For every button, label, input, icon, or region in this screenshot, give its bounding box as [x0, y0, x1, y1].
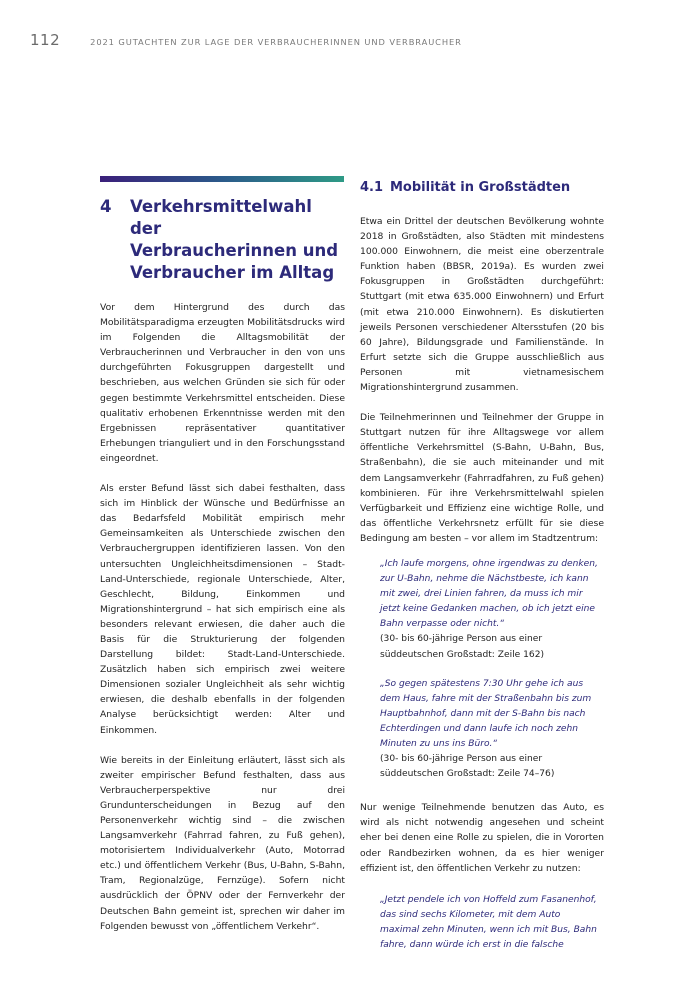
body-paragraph: Die Teilnehmerinnen und Teilnehmer der Gruppe in Stuttgart nutzen für ihre Alltagswege vor allem öffentliche Verkehrsmittel (S-Bahn, U-Bahn, Bus, Straßenbahn), die sie auch miteinander und mit dem Langsamverkehr (Fahrradfahren, zu Fuß gehen) kombinieren. Für ihre Verkehrsmittelwahl spielen Verfügbarkeit und Effizienz eine wichtige Rolle, und das öffentliche Verkehrsnetz erfüllt für sie diese Bedingung am besten – vor allem im Stadtzentrum: — [360, 412, 604, 544]
quote-text — [380, 677, 604, 752]
chapter-accent-bar — [100, 176, 344, 182]
chapter-title-line: Verbraucherinnen und — [130, 241, 339, 260]
section-number: 4.1 — [360, 180, 384, 195]
quote-source — [380, 752, 604, 782]
body-paragraph: Nur wenige Teilnehmende benutzen das Auto, es wird als nicht notwendig angesehen und scheint eher bei denen eine Rolle zu spielen, die in Vororten oder Randbezirken wohnen, da es hier weniger effizient ist, den öffentlichen Verkehr zu nutzen: — [360, 802, 604, 874]
interview-quote — [380, 893, 604, 953]
section-heading — [360, 179, 604, 197]
running-head: 2021 GUTACHTEN ZUR LAGE DER VERBRAUCHERINNEN UND VERBRAUCHER — [90, 37, 462, 47]
quote-line: „So gegen spätestens 7:30 Uhr gehe ich aus — [380, 678, 584, 689]
quote-line: jetzt keine Gedanken machen, ob ich jetzt eine — [380, 604, 595, 615]
page-number: 112 — [30, 31, 61, 49]
quote-text — [380, 893, 604, 953]
right-column — [360, 176, 604, 953]
quote-line: maximal zehn Minuten, wenn ich mit Bus, Bahn — [380, 924, 597, 935]
quote-line: „Jetzt pendele ich von Hoffeld zum Fasanenhof, — [380, 894, 597, 905]
quote-line: mit zwei, drei Linien fahren, da muss ich mir — [380, 589, 583, 600]
body-paragraph: Vor dem Hintergrund des durch das Mobilitätsparadigma erzeugten Mobilitätsdrucks wird im Folgenden die Alltagsmobilität der Verbraucherinnen und Verbraucher in den von uns durchgeführten Fokusgruppen dargestellt und beschrieben, aus welchen Gründen sie sich für oder gegen bestimmte Verkehrsmittel entscheiden. Diese qualitativ erhobenen Erkenntnisse werden mit den Ergebnissen repräsentativer quantitativer Erhebungen trianguliert und in den Forschungsstand eingeordnet. — [100, 302, 345, 464]
body-paragraph: Wie bereits in der Einleitung erläutert, lässt sich als zweiter empirischer Befund festhalten, dass aus Verbraucherperspektive nur drei Grundunterscheidungen in Bezug auf den Personenverkehr wichtig sind – die zwischen Langsamverkehr (Fahrrad fahren, zu Fuß gehen), motorisiertem Individualverkehr (Auto, Motorrad etc.) und öffentlichem Verkehr (Bus, U-Bahn, S-Bahn, Tram, Regionalzüge, Fernzüge). Sofern nicht ausdrücklich der ÖPNV oder der Fernverkehr der Deutschen Bahn gemeint ist, sprechen wir daher im Folgenden bewusst von „öffentlichem Verkehr“. — [100, 754, 345, 932]
quote-line: Hauptbahnhof, dann mit der S-Bahn bis nach — [380, 708, 586, 719]
quote-source-line: süddeutschen Großstadt: Zeile 162) — [380, 649, 545, 660]
quote-line: „Ich laufe morgens, ohne irgendwas zu denken, — [380, 558, 598, 569]
body-paragraph: Als erster Befund lässt sich dabei festhalten, dass sich im Hinblick der Wünsche und Bedürfnisse an das Bedarfsfeld Mobilität empirisch mehr Gemeinsamkeiten als Unterschiede zwischen den Verbrauchergruppen identifizieren lassen. Von den untersuchten Ungleichheitsdimensionen – Stadt-Land-Unterschiede, regionale Unterschiede, Alter, Geschlecht, Bildung, Einkommen und Migrationshintergrund – hat sich empirisch eine als besonders relevant erwiesen, die daher auch die Basis für die Strukturierung der folgenden Darstellung bildet: Stadt-Land-Unterschiede. Zusätzlich haben sich empirisch zwei weitere Dimensionen sozialer Ungleichheit als sehr wichtig erwiesen, die deshalb ebenfalls in der folgenden Analyse berücksichtigt werden: Alter und Einkommen. — [100, 483, 345, 736]
quote-line: Minuten zu uns ins Büro.“ — [380, 739, 498, 749]
interview-quote — [380, 677, 604, 783]
chapter-title — [130, 196, 345, 284]
page-header — [30, 31, 462, 49]
chapter-number: 4 — [100, 197, 112, 216]
chapter-title-line: Verkehrsmittelwahl der — [130, 197, 312, 238]
section-title: Mobilität in Großstädten — [390, 180, 571, 195]
quote-line: fahre, dann würde ich erst in die falsche — [380, 940, 564, 951]
quote-source — [380, 632, 604, 662]
body-paragraph: Etwa ein Drittel der deutschen Bevölkerung wohnte 2018 in Großstädten, also Städten mit mindestens 100.000 Einwohnern, die meist eine oberzentrale Funktion haben (BBSR, 2019a). Es wurden zwei Fokusgruppen in Großstädten durchgeführt: Stuttgart (mit etwa 635.000 Einwohnern) und Erfurt (mit etwa 210.000 Einwohnern). Es diskutierten jeweils Personen verschiedener Altersstufen (20 bis 60 Jahre), Bildungsgrade und Familienstände. In Erfurt setzte sich die Gruppe ausschließlich aus Personen mit vietnamesischem Migrationshintergrund zusammen. — [360, 216, 604, 394]
quote-text — [380, 557, 604, 632]
quote-source-line: süddeutschen Großstadt: Zeile 74–76) — [380, 769, 555, 780]
quote-line: dem Haus, fahre mit der Straßenbahn bis zum — [380, 693, 592, 704]
chapter-title-line: Verbraucher im Alltag — [130, 263, 335, 282]
interview-quote — [380, 557, 604, 663]
chapter-heading — [100, 196, 345, 284]
quote-source-line: (30- bis 60-jährige Person aus einer — [380, 634, 543, 645]
quote-source-line: (30- bis 60-jährige Person aus einer — [380, 754, 543, 765]
quote-line: das sind sechs Kilometer, mit dem Auto — [380, 909, 561, 920]
left-column — [100, 176, 345, 934]
quote-line: Bahn verpasse oder nicht.“ — [380, 619, 505, 630]
quote-line: Echterdingen und dann laufe ich noch zehn — [380, 723, 579, 734]
quote-line: zur U-Bahn, nehme die Nächstbeste, ich kann — [380, 574, 589, 585]
